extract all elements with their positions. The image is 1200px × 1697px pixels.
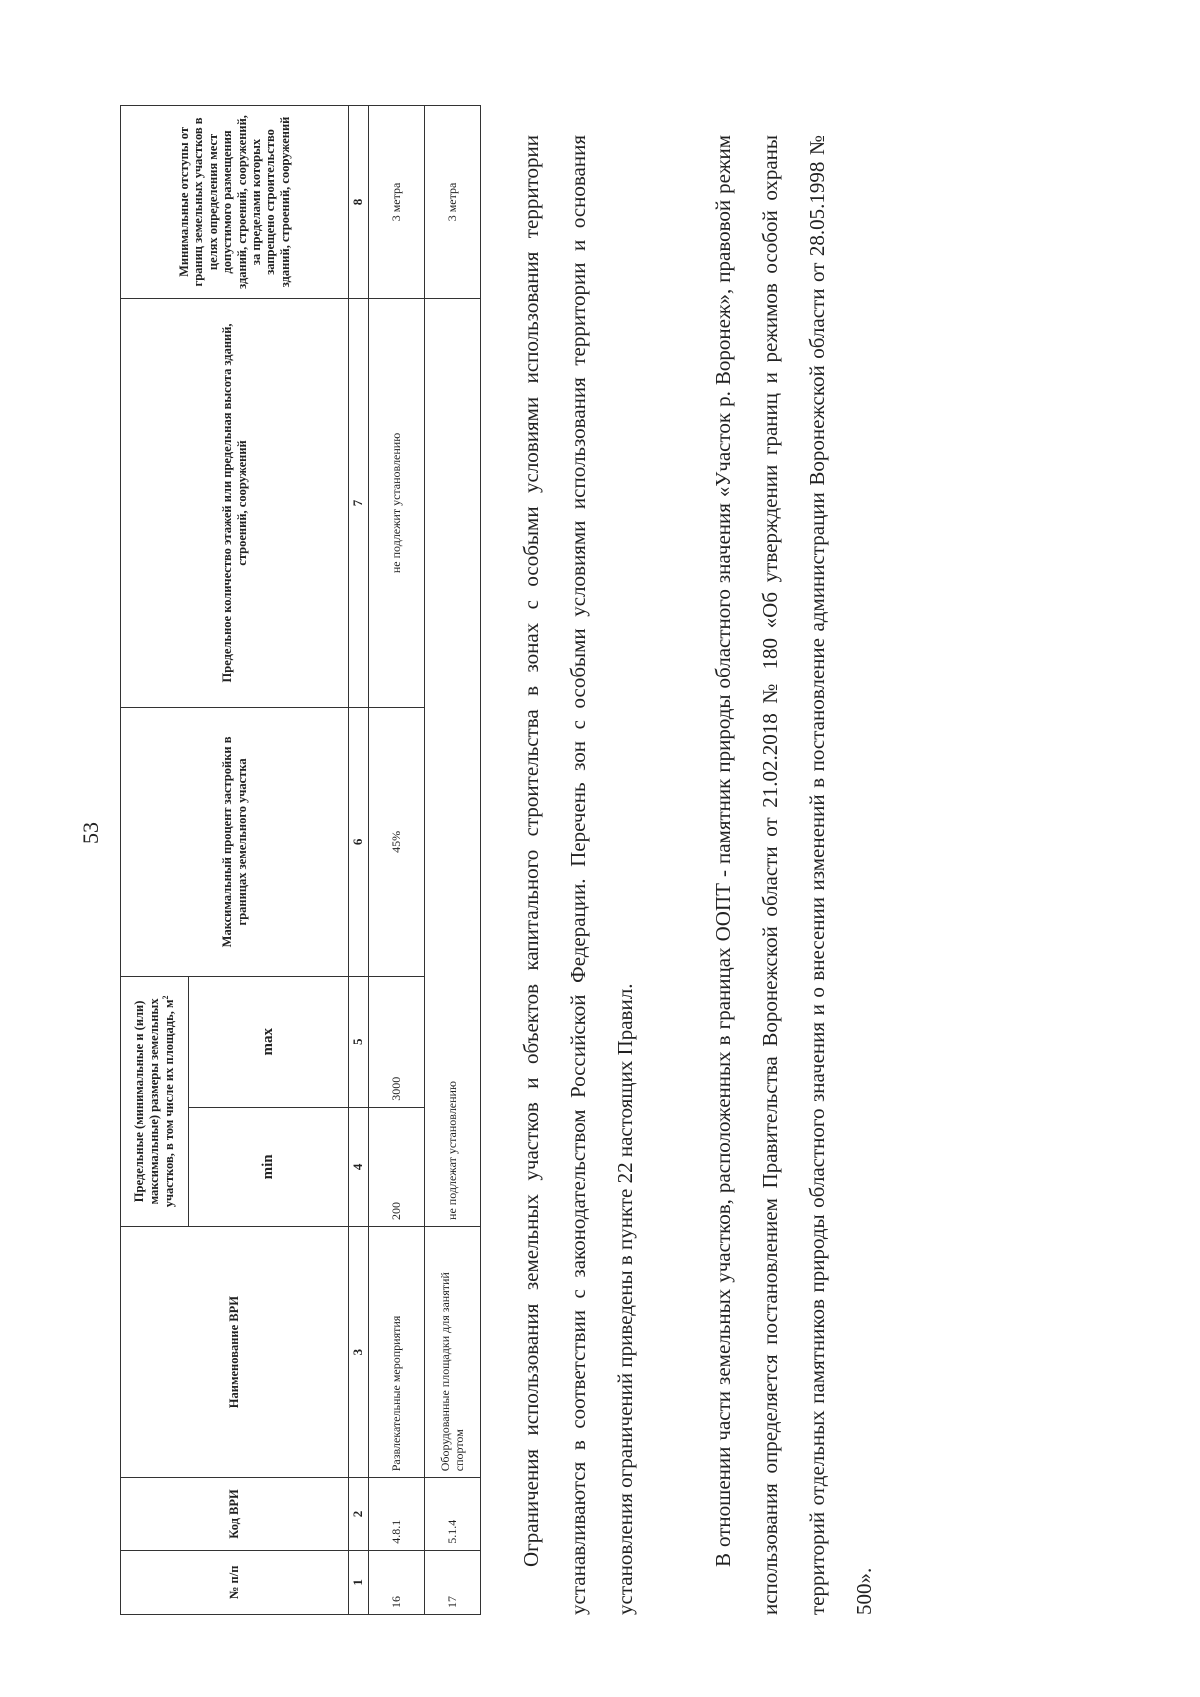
cell-not-applicable: не подлежат установлению [425, 298, 481, 1226]
paragraph-protected-area: В отношении части земельных участков, расположенных в границах ООПТ - памятник природы областного значения «Участок р. Воронеж», правовой режим использования определяется постановлением Правительства Воронежской области от 21.02.2018 № 180 «Об утверждении границ и режимов особой охраны территорий отдельных памятников природы областного значения и о внесении изменений в постановление администрации Воронежской области от 28.05.1998 № 500». [711, 135, 876, 1615]
rotated-content [120, 105, 1020, 1615]
column-number-row [349, 106, 369, 1615]
zoning-parameters-table [120, 105, 481, 1615]
cell-floors: не подлежит установлению [369, 298, 425, 707]
header-max-percent: Максимальный процент застройки в границах земельного участка [121, 708, 349, 977]
cell-max: 3000 [369, 976, 425, 1107]
colnum: 4 [349, 1107, 369, 1226]
cell-name: Оборудованные площадки для занятий спортом [425, 1226, 481, 1477]
colnum: 3 [349, 1226, 369, 1477]
colnum: 5 [349, 976, 369, 1107]
colnum: 6 [349, 708, 369, 977]
colnum: 7 [349, 298, 369, 707]
page-number: 53 [78, 822, 103, 844]
header-setback: Минимальные отступы от границ земельных участков в целях определения мест допустимого размещения зданий, строений, сооружений, за пределами которых запрещено строительство зданий, строений, сооружений [121, 106, 349, 299]
header-size-group: Предельные (минимальные и (или) максимальные) размеры земельных участков, в том числе их площадь, $м^2$ [121, 976, 189, 1226]
cell-index: 16 [369, 1550, 425, 1614]
header-floors: Предельное количество этажей или предельная высота зданий, строений, сооружений [121, 298, 349, 707]
colnum: 1 [349, 1550, 369, 1614]
colnum: 2 [349, 1478, 369, 1550]
cell-code: 5.1.4 [425, 1478, 481, 1550]
header-index: № п/п [121, 1550, 349, 1614]
cell-setback: 3 метра [425, 106, 481, 299]
cell-index: 17 [425, 1550, 481, 1614]
header-min: min [189, 1107, 349, 1226]
table-row [425, 106, 481, 1615]
paragraph-restrictions: Ограничения использования земельных участков и объектов капитального строительства в зонах с особыми условиями использования территории устанавливаются в соответствии с законодательством Российской Федерации. Перечень зон с особыми условиями использования территории и основания установления ограничений приведены в пункте 22 настоящих Правил. [519, 135, 637, 1615]
table-row [369, 106, 425, 1615]
colnum: 8 [349, 106, 369, 299]
header-max: max [189, 976, 349, 1107]
cell-code: 4.8.1 [369, 1478, 425, 1550]
cell-min: 200 [369, 1107, 425, 1226]
header-code: Код ВРИ [121, 1478, 349, 1550]
cell-setback: 3 метра [369, 106, 425, 299]
header-name: Наименование ВРИ [121, 1226, 349, 1477]
cell-percent: 45% [369, 708, 425, 977]
cell-name: Развлекательные мероприятия [369, 1226, 425, 1477]
